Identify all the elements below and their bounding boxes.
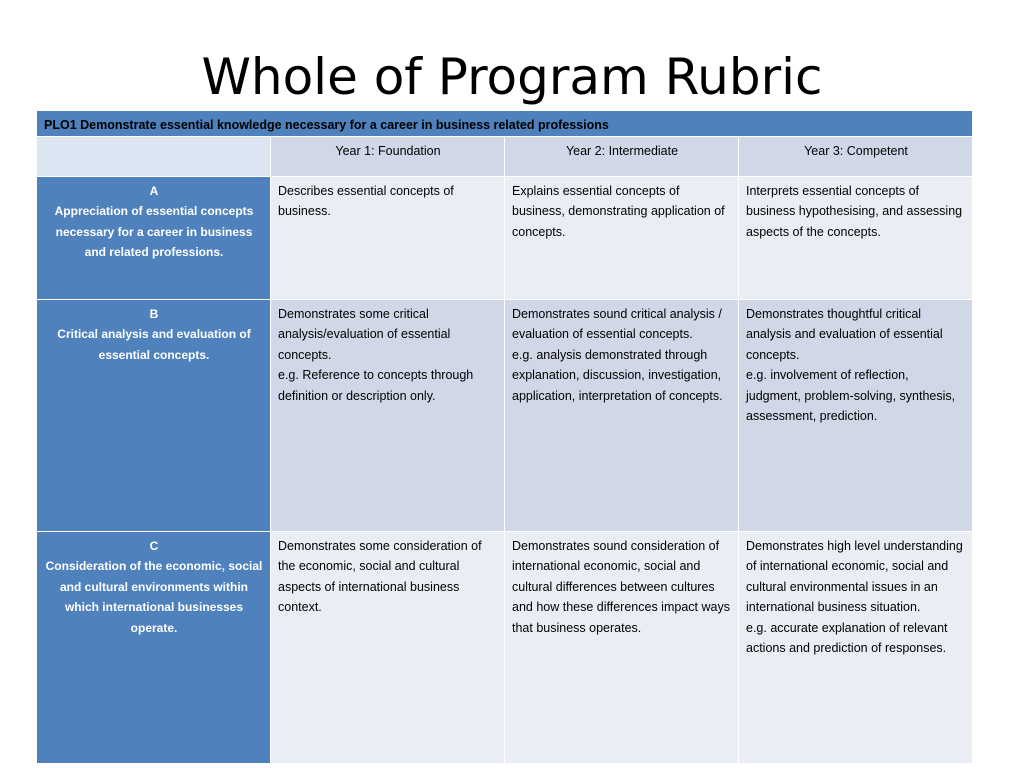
- cell-example: e.g. analysis demonstrated through explanation, discussion, investigation, application, interpretation of concepts.: [512, 347, 723, 403]
- criterion-cell: [37, 299, 271, 531]
- criterion-letter: C: [149, 538, 159, 553]
- year2-cell: [505, 531, 739, 763]
- criterion-text: Critical analysis and evaluation of essential concepts.: [57, 327, 251, 362]
- cell-text: Demonstrates thoughtful critical analysis and evaluation of essential concepts.: [746, 306, 943, 362]
- cell-example: e.g. involvement of reflection, judgment, problem-solving, synthesis, assessment, prediction.: [746, 368, 956, 423]
- cell-text: Explains essential concepts of business, demonstrating application of concepts.: [512, 183, 725, 239]
- column-header-row: [37, 136, 973, 176]
- criterion-letter: B: [149, 306, 159, 321]
- column-header-year3: Year 3: Competent: [739, 136, 973, 176]
- cell-text: Demonstrates sound consideration of international economic, social and cultural differences between cultures and how these differences impact ways that business operates.: [512, 538, 730, 635]
- rubric-table: [36, 110, 973, 764]
- plo-header-row: [37, 111, 973, 137]
- table-row: [37, 531, 973, 763]
- table-row: [37, 299, 973, 531]
- criterion-text: Appreciation of essential concepts necessary for a career in business and related professions.: [54, 204, 254, 259]
- column-header-year2: Year 2: Intermediate: [505, 136, 739, 176]
- year1-cell: [271, 299, 505, 531]
- cell-text: Describes essential concepts of business.: [278, 183, 454, 218]
- year1-cell: [271, 531, 505, 763]
- year1-cell: [271, 176, 505, 299]
- column-header-year1: Year 1: Foundation: [271, 136, 505, 176]
- cell-example: e.g. accurate explanation of relevant actions and prediction of responses.: [746, 620, 948, 655]
- cell-text: Demonstrates high level understanding of international economic, social and cultural environmental issues in an international business situation.: [746, 538, 963, 614]
- year2-cell: [505, 176, 739, 299]
- criterion-text: Consideration of the economic, social and cultural environments within which international businesses operate.: [45, 559, 263, 635]
- year2-cell: [505, 299, 739, 531]
- cell-text: Demonstrates some consideration of the economic, social and cultural aspects of international business context.: [278, 538, 482, 614]
- cell-text: Demonstrates sound critical analysis / evaluation of essential concepts.: [512, 306, 722, 341]
- year3-cell: [739, 176, 973, 299]
- criterion-cell: [37, 176, 271, 299]
- cell-text: Interprets essential concepts of business hypothesising, and assessing aspects of the concepts.: [746, 183, 963, 239]
- plo-statement: PLO1 Demonstrate essential knowledge necessary for a career in business related professions: [37, 111, 973, 137]
- cell-example: e.g. Reference to concepts through definition or description only.: [278, 368, 474, 403]
- table-row: [37, 176, 973, 299]
- column-header-corner: [37, 136, 271, 176]
- year3-cell: [739, 299, 973, 531]
- criterion-cell: [37, 531, 271, 763]
- cell-text: Demonstrates some critical analysis/evaluation of essential concepts.: [278, 306, 451, 362]
- year3-cell: [739, 531, 973, 763]
- criterion-letter: A: [149, 183, 159, 198]
- page-title: Whole of Program Rubric: [201, 48, 823, 106]
